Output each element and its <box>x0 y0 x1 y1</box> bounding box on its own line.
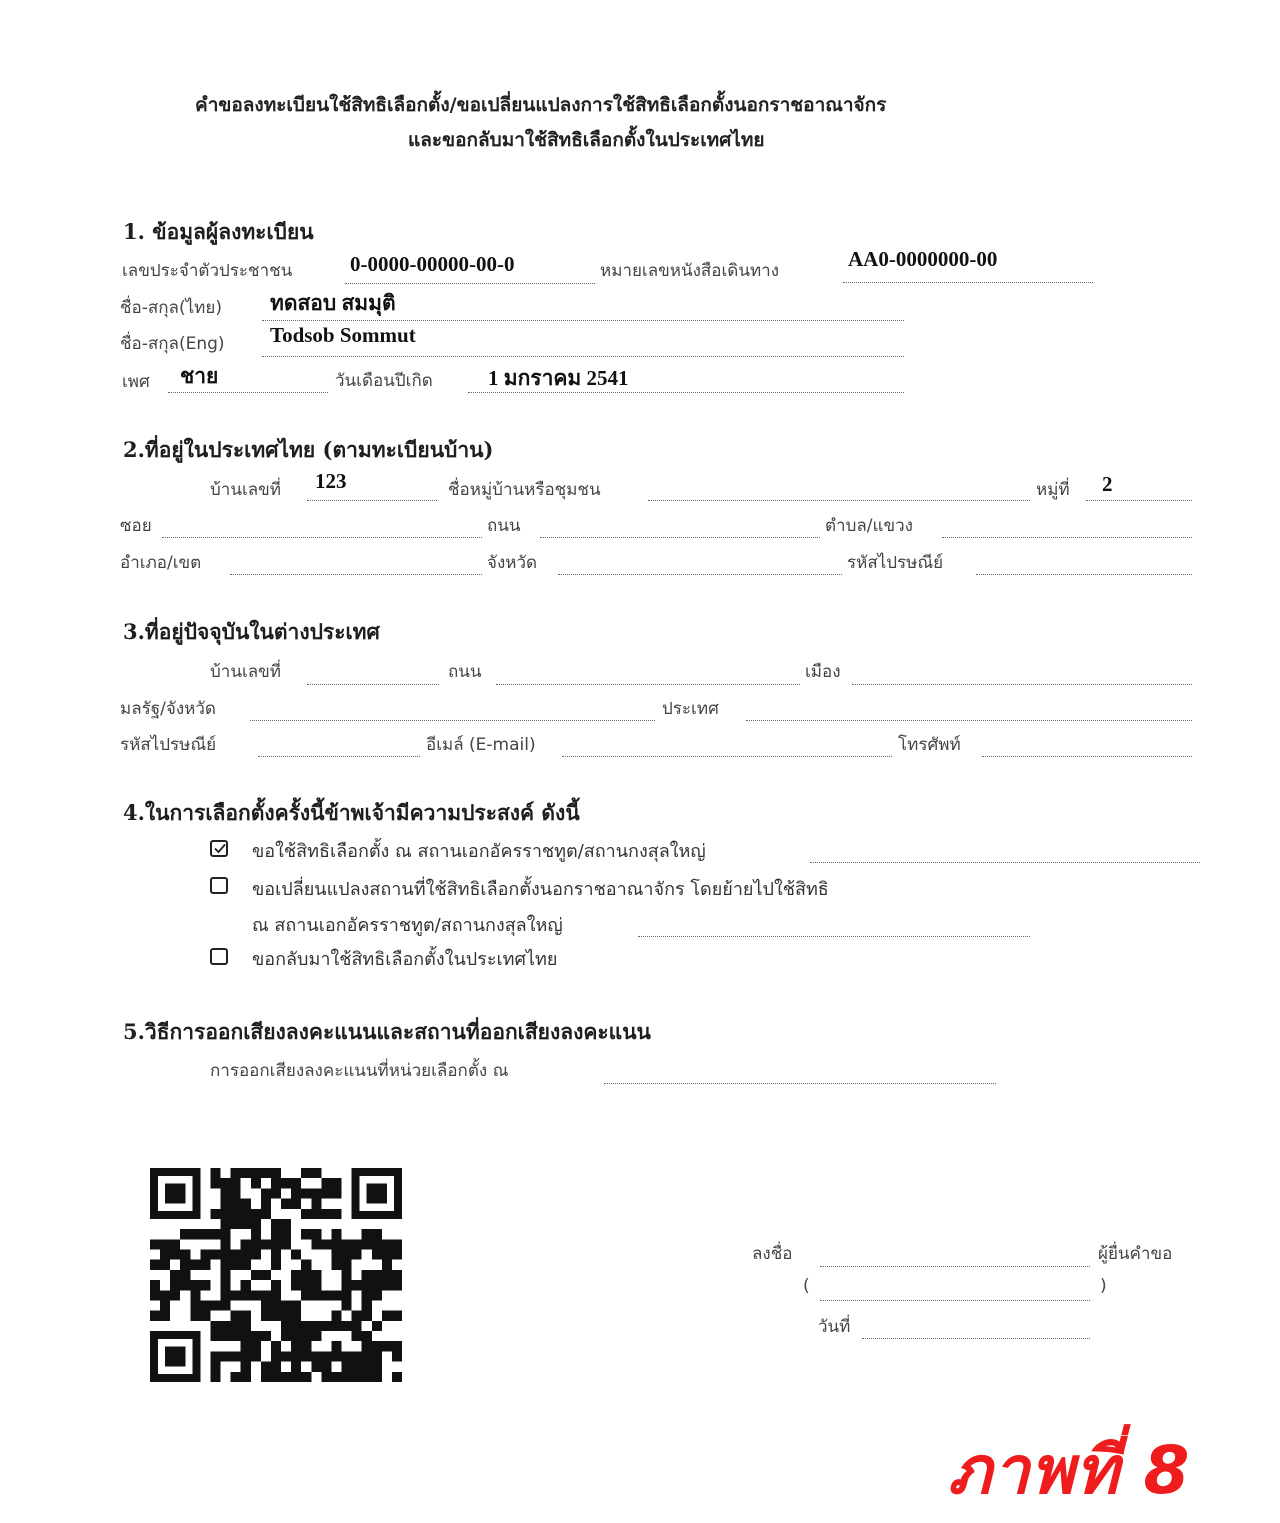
passport-label: หมายเลขหนังสือเดินทาง <box>600 261 780 281</box>
th-road-label: ถนน <box>487 516 521 536</box>
soi-label: ซอย <box>120 516 152 536</box>
section5-heading: 5.วิธีการออกเสียงลงคะแนนและสถานที่ออกเสียงลงคะแนน <box>123 1019 651 1044</box>
polling-place-label: การออกเสียงลงคะแนนที่หน่วยเลือกตั้ง ณ <box>210 1061 509 1081</box>
option-1-checkbox[interactable] <box>210 840 228 857</box>
option-2-label-cont: ณ สถานเอกอัครราชทูต/สถานกงสุลใหญ่ <box>252 915 563 936</box>
country-line <box>746 720 1192 721</box>
province-line <box>558 574 842 575</box>
date-label: วันที่ <box>818 1317 851 1337</box>
polling-place-line <box>604 1083 996 1084</box>
section1-heading: 1. ข้อมูลผู้ลงทะเบียน <box>123 219 314 244</box>
id-line <box>345 283 595 284</box>
passport-value: AA0-0000000-00 <box>848 247 998 271</box>
abroad-house-line <box>307 684 439 685</box>
section3-heading: 3.ที่อยู่ปัจจุบันในต่างประเทศ <box>123 619 380 644</box>
village-label: ชื่อหมู่บ้านหรือชุมชน <box>448 480 601 500</box>
abroad-road-line <box>496 684 800 685</box>
th-house-label: บ้านเลขที่ <box>210 480 282 500</box>
abroad-house-label: บ้านเลขที่ <box>210 662 282 682</box>
section4-heading: 4.ในการเลือกตั้งครั้งนี้ข้าพเจ้ามีความประสงค์ ดังนี้ <box>123 800 580 825</box>
city-label: เมือง <box>805 662 841 682</box>
abroad-road-label: ถนน <box>448 662 482 682</box>
th-postcode-line <box>976 574 1192 575</box>
sex-label: เพศ <box>122 372 150 392</box>
id-label: เลขประจำตัวประชาชน <box>122 261 293 281</box>
district-label: อำเภอ/เขต <box>120 553 202 573</box>
option-3-label: ขอกลับมาใช้สิทธิเลือกตั้งในประเทศไทย <box>252 949 558 970</box>
soi-line <box>162 537 482 538</box>
city-line <box>852 684 1192 685</box>
option-1-line <box>810 862 1200 863</box>
village-line <box>648 500 1030 501</box>
figure-label: ภาพที่ 8 <box>948 1432 1191 1509</box>
name-en-label: ชื่อ-สกุล(Eng) <box>120 334 225 354</box>
open-paren: ( <box>803 1276 810 1296</box>
th-house-value: 123 <box>315 469 347 493</box>
province-label: จังหวัด <box>487 553 538 573</box>
applicant-label: ผู้ยื่นคำขอ <box>1098 1244 1173 1264</box>
district-line <box>230 574 482 575</box>
sex-value: ชาย <box>180 364 219 388</box>
moo-line <box>1086 500 1192 501</box>
phone-line <box>982 756 1192 757</box>
sign-label: ลงชื่อ <box>752 1244 793 1264</box>
state-line <box>250 720 655 721</box>
subdistrict-line <box>942 537 1192 538</box>
dob-label: วันเดือนปีเกิด <box>335 371 433 391</box>
form-title-line2: และขอกลับมาใช้สิทธิเลือกตั้งในประเทศไทย <box>408 129 765 151</box>
moo-value: 2 <box>1102 472 1113 496</box>
section2-heading: 2.ที่อยู่ในประเทศไทย (ตามทะเบียนบ้าน) <box>123 437 494 462</box>
email-label: อีเมล์ (E-mail) <box>426 735 536 755</box>
sign-line <box>820 1266 1090 1267</box>
phone-label: โทรศัพท์ <box>898 735 961 755</box>
country-label: ประเทศ <box>662 699 719 719</box>
option-2-checkbox[interactable] <box>210 877 228 894</box>
option-2-line <box>638 936 1030 937</box>
dob-value: 1 มกราคม 2541 <box>488 366 629 390</box>
qr-code <box>150 1168 402 1382</box>
abroad-postcode-label: รหัสไปรษณีย์ <box>120 735 217 755</box>
option-3-checkbox[interactable] <box>210 948 228 965</box>
option-1-label: ขอใช้สิทธิเลือกตั้ง ณ สถานเอกอัครราชทูต/สถานกงสุลใหญ่ <box>252 841 706 862</box>
th-postcode-label: รหัสไปรษณีย์ <box>847 553 944 573</box>
passport-line <box>843 282 1093 283</box>
email-line <box>562 756 892 757</box>
close-paren: ) <box>1100 1276 1107 1296</box>
name-th-label: ชื่อ-สกุล(ไทย) <box>120 298 222 318</box>
date-line <box>862 1338 1090 1339</box>
name-th-value: ทดสอบ สมมุติ <box>270 291 396 315</box>
th-road-line <box>540 537 820 538</box>
state-label: มลรัฐ/จังหวัด <box>120 699 216 719</box>
name-en-value: Todsob Sommut <box>270 323 416 347</box>
name-en-line <box>262 356 904 357</box>
form-title-line1: คำขอลงทะเบียนใช้สิทธิเลือกตั้ง/ขอเปลี่ยนแปลงการใช้สิทธิเลือกตั้งนอกราชอาณาจักร <box>195 94 887 116</box>
moo-label: หมู่ที่ <box>1036 480 1070 500</box>
abroad-postcode-line <box>258 756 420 757</box>
name-th-line <box>262 320 904 321</box>
printed-name-line <box>820 1300 1090 1301</box>
subdistrict-label: ตำบล/แขวง <box>825 516 913 536</box>
id-value: 0-0000-00000-00-0 <box>350 252 515 276</box>
th-house-line <box>307 500 437 501</box>
option-2-label: ขอเปลี่ยนแปลงสถานที่ใช้สิทธิเลือกตั้งนอกราชอาณาจักร โดยย้ายไปใช้สิทธิ <box>252 879 829 900</box>
